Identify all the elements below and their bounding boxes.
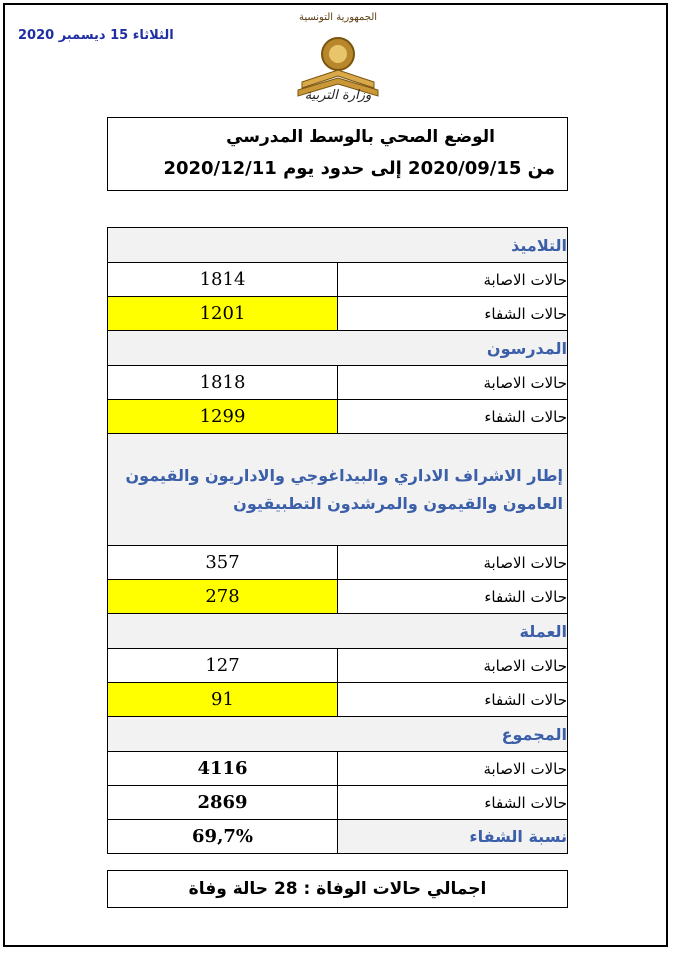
row-value: 357 [108, 546, 338, 580]
row-value: 4116 [108, 752, 338, 786]
title-line-2: من 2020/09/15 إلى حدود يوم 2020/12/11 [163, 158, 555, 179]
section-header-staff: إطار الاشراف الاداري والبيداغوجي والاداريون والقيمون العامون والقيمون والمرشدون التطبيقيون [108, 434, 568, 546]
row-label: حالات الاصابة [338, 263, 568, 297]
table-row [108, 297, 568, 331]
row-label: حالات الاصابة [338, 366, 568, 400]
table-row [108, 263, 568, 297]
table-row [108, 546, 568, 580]
row-label: حالات الشفاء [338, 400, 568, 434]
table-row [108, 683, 568, 717]
date-label: الثلاثاء 15 ديسمبر 2020 [18, 28, 174, 43]
section-header-workers: العملة [108, 614, 568, 649]
section-header-students: التلاميذ [108, 228, 568, 263]
row-value: 127 [108, 649, 338, 683]
row-value: 2869 [108, 786, 338, 820]
row-value: 1814 [108, 263, 338, 297]
section-header-total: المجموع [108, 717, 568, 752]
recovery-rate-label: نسبة الشفاء [338, 820, 568, 854]
row-value: 1201 [108, 297, 338, 331]
row-value: 91 [108, 683, 338, 717]
row-value: 1299 [108, 400, 338, 434]
row-label: حالات الاصابة [338, 649, 568, 683]
recovery-rate-value: 69,7% [108, 820, 338, 854]
table-row [108, 400, 568, 434]
section-header-teachers: المدرسون [108, 331, 568, 366]
logo-caption: وزارة التربية [304, 88, 372, 103]
row-label: حالات الشفاء [338, 786, 568, 820]
row-label: حالات الاصابة [338, 546, 568, 580]
table-row [108, 752, 568, 786]
table-row [108, 366, 568, 400]
table-row [108, 786, 568, 820]
row-label: حالات الشفاء [338, 683, 568, 717]
table-row [108, 820, 568, 854]
stats-table [107, 227, 568, 854]
table-row [108, 580, 568, 614]
title-box [107, 117, 568, 191]
title-line-1: الوضع الصحي بالوسط المدرسي [226, 127, 495, 147]
row-label: حالات الاصابة [338, 752, 568, 786]
row-value: 278 [108, 580, 338, 614]
logo-top-text: الجمهورية التونسية [298, 12, 378, 23]
row-label: حالات الشفاء [338, 297, 568, 331]
row-label: حالات الشفاء [338, 580, 568, 614]
total-deaths: اجمالي حالات الوفاة : 28 حالة وفاة [107, 870, 568, 908]
table-row [108, 649, 568, 683]
row-value: 1818 [108, 366, 338, 400]
